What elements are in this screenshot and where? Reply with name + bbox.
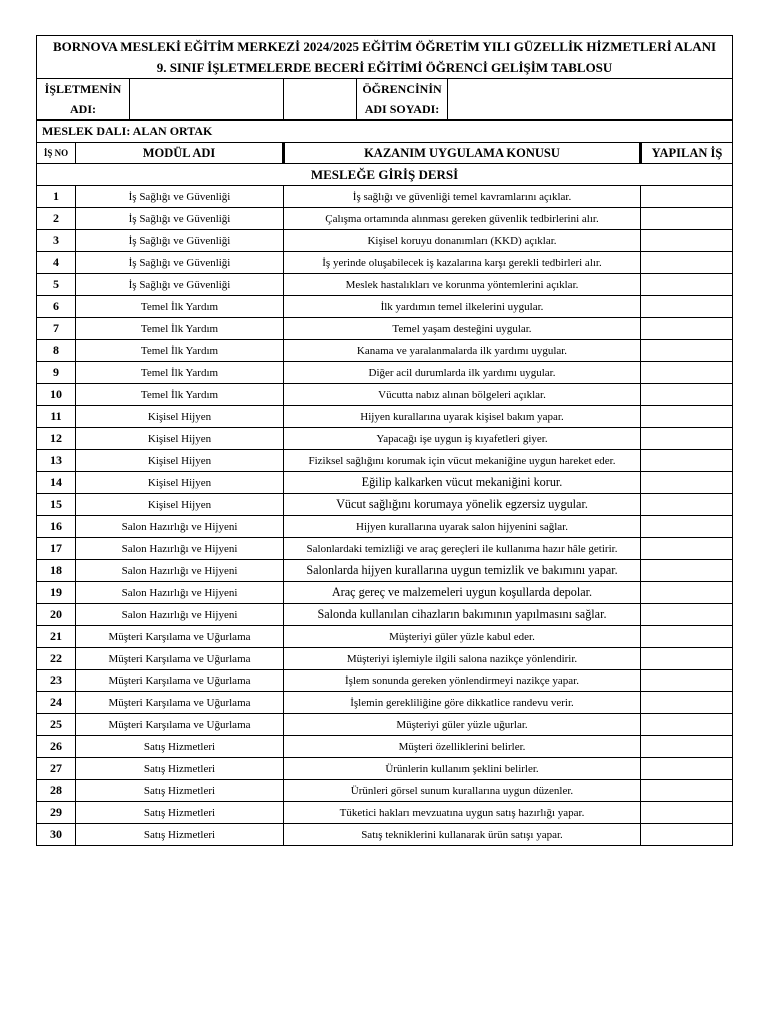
table-row xyxy=(37,296,733,318)
header-module: MODÜL ADI xyxy=(76,143,284,164)
student-name-input[interactable] xyxy=(448,79,732,119)
row-number: 28 xyxy=(37,780,76,802)
row-done-cell[interactable] xyxy=(641,758,733,780)
row-outcome: Meslek hastalıkları ve korunma yöntemlerini açıklar. xyxy=(284,274,641,296)
row-outcome: Salonlarda hijyen kurallarına uygun temizlik ve bakımını yapar. xyxy=(284,560,641,582)
table-row xyxy=(37,252,733,274)
row-number: 18 xyxy=(37,560,76,582)
row-done-cell[interactable] xyxy=(641,648,733,670)
student-label xyxy=(356,79,448,119)
row-module: Müşteri Karşılama ve Uğurlama xyxy=(76,670,284,692)
row-outcome: İlk yardımın temel ilkelerini uygular. xyxy=(284,296,641,318)
row-outcome: Salonda kullanılan cihazların bakımının yapılmasını sağlar. xyxy=(284,604,641,626)
row-number: 20 xyxy=(37,604,76,626)
row-outcome: Müşteriyi güler yüzle uğurlar. xyxy=(284,714,641,736)
row-number: 2 xyxy=(37,208,76,230)
row-number: 4 xyxy=(37,252,76,274)
row-outcome: İşlemin gerekliliğine göre dikkatlice randevu verir. xyxy=(284,692,641,714)
row-done-cell[interactable] xyxy=(641,780,733,802)
row-module: Temel İlk Yardım xyxy=(76,340,284,362)
student-spacer xyxy=(284,79,356,119)
row-module: İş Sağlığı ve Güvenliği xyxy=(76,208,284,230)
header-outcome: KAZANIM UYGULAMA KONUSU xyxy=(284,143,641,164)
row-done-cell[interactable] xyxy=(641,714,733,736)
table-row xyxy=(37,274,733,296)
row-number: 12 xyxy=(37,428,76,450)
table-row xyxy=(37,648,733,670)
table-row xyxy=(37,428,733,450)
row-outcome: Müşteriyi işlemiyle ilgili salona nazikçe yönlendirir. xyxy=(284,648,641,670)
table-row xyxy=(37,780,733,802)
table-row xyxy=(37,318,733,340)
table-row xyxy=(37,560,733,582)
row-outcome: Vücutta nabız alınan bölgeleri açıklar. xyxy=(284,384,641,406)
row-outcome: Müşteri özelliklerini belirler. xyxy=(284,736,641,758)
row-outcome: Vücut sağlığını korumaya yönelik egzersiz uygular. xyxy=(284,494,641,516)
row-number: 5 xyxy=(37,274,76,296)
row-done-cell[interactable] xyxy=(641,604,733,626)
row-module: İş Sağlığı ve Güvenliği xyxy=(76,274,284,296)
row-outcome: Eğilip kalkarken vücut mekaniğini korur. xyxy=(284,472,641,494)
student-label-line1: ÖĞRENCİNİN xyxy=(362,82,442,96)
row-done-cell[interactable] xyxy=(641,406,733,428)
row-number: 26 xyxy=(37,736,76,758)
business-label xyxy=(37,79,130,119)
table-row xyxy=(37,494,733,516)
row-module: Satış Hizmetleri xyxy=(76,802,284,824)
table-row xyxy=(37,714,733,736)
row-number: 15 xyxy=(37,494,76,516)
student-field xyxy=(284,79,733,121)
row-number: 6 xyxy=(37,296,76,318)
row-number: 19 xyxy=(37,582,76,604)
row-number: 17 xyxy=(37,538,76,560)
row-module: Satış Hizmetleri xyxy=(76,758,284,780)
row-module: İş Sağlığı ve Güvenliği xyxy=(76,186,284,208)
business-label-line2: ADI: xyxy=(70,102,96,116)
row-module: Kişisel Hijyen xyxy=(76,428,284,450)
development-sheet xyxy=(36,35,732,846)
row-number: 10 xyxy=(37,384,76,406)
row-module: Temel İlk Yardım xyxy=(76,318,284,340)
row-number: 16 xyxy=(37,516,76,538)
table-row xyxy=(37,758,733,780)
student-label-line2: ADI SOYADI: xyxy=(364,102,440,116)
row-outcome: Kişisel koruyu donanımları (KKD) açıklar. xyxy=(284,230,641,252)
row-done-cell[interactable] xyxy=(641,208,733,230)
row-done-cell[interactable] xyxy=(641,626,733,648)
business-field xyxy=(37,79,284,121)
row-module: Müşteri Karşılama ve Uğurlama xyxy=(76,714,284,736)
row-outcome: Hijyen kurallarına uyarak salon hijyenini sağlar. xyxy=(284,516,641,538)
row-module: Salon Hazırlığı ve Hijyeni xyxy=(76,582,284,604)
row-done-cell[interactable] xyxy=(641,274,733,296)
row-outcome: Araç gereç ve malzemeleri uygun koşullarda depolar. xyxy=(284,582,641,604)
row-done-cell[interactable] xyxy=(641,692,733,714)
table-title: 9. SINIF İŞLETMELERDE BECERİ EĞİTİMİ ÖĞRENCİ GELİŞİM TABLOSU xyxy=(37,57,733,79)
row-module: Salon Hazırlığı ve Hijyeni xyxy=(76,560,284,582)
row-done-cell[interactable] xyxy=(641,230,733,252)
row-number: 21 xyxy=(37,626,76,648)
row-module: Temel İlk Yardım xyxy=(76,362,284,384)
table-row xyxy=(37,582,733,604)
business-name-input[interactable] xyxy=(130,79,283,119)
table-row xyxy=(37,450,733,472)
row-done-cell[interactable] xyxy=(641,384,733,406)
table-row xyxy=(37,604,733,626)
row-number: 3 xyxy=(37,230,76,252)
table-row xyxy=(37,384,733,406)
row-number: 30 xyxy=(37,824,76,846)
row-module: Müşteri Karşılama ve Uğurlama xyxy=(76,692,284,714)
row-done-cell[interactable] xyxy=(641,340,733,362)
row-module: Satış Hizmetleri xyxy=(76,824,284,846)
row-module: Salon Hazırlığı ve Hijyeni xyxy=(76,516,284,538)
table-row xyxy=(37,516,733,538)
table-row xyxy=(37,692,733,714)
row-number: 23 xyxy=(37,670,76,692)
row-number: 7 xyxy=(37,318,76,340)
row-module: Müşteri Karşılama ve Uğurlama xyxy=(76,626,284,648)
row-outcome: Diğer acil durumlarda ilk yardımı uygular. xyxy=(284,362,641,384)
row-done-cell[interactable] xyxy=(641,494,733,516)
row-outcome: İş sağlığı ve güvenliği temel kavramlarını açıklar. xyxy=(284,186,641,208)
row-module: Müşteri Karşılama ve Uğurlama xyxy=(76,648,284,670)
row-module: İş Sağlığı ve Güvenliği xyxy=(76,230,284,252)
row-module: İş Sağlığı ve Güvenliği xyxy=(76,252,284,274)
row-done-cell[interactable] xyxy=(641,252,733,274)
row-module: Satış Hizmetleri xyxy=(76,736,284,758)
row-module: Temel İlk Yardım xyxy=(76,384,284,406)
row-outcome: Temel yaşam desteğini uygular. xyxy=(284,318,641,340)
row-done-cell[interactable] xyxy=(641,296,733,318)
row-done-cell[interactable] xyxy=(641,538,733,560)
row-outcome: Fiziksel sağlığını korumak için vücut mekaniğine uygun hareket eder. xyxy=(284,450,641,472)
table-row xyxy=(37,186,733,208)
row-outcome: İşlem sonunda gereken yönlendirmeyi nazikçe yapar. xyxy=(284,670,641,692)
table-row xyxy=(37,538,733,560)
table-row xyxy=(37,230,733,252)
row-outcome: Salonlardaki temizliği ve araç gereçleri ile kullanıma hazır hâle getirir. xyxy=(284,538,641,560)
row-outcome: Kanama ve yaralanmalarda ilk yardımı uygular. xyxy=(284,340,641,362)
row-module: Temel İlk Yardım xyxy=(76,296,284,318)
row-done-cell[interactable] xyxy=(641,824,733,846)
table-row xyxy=(37,736,733,758)
school-title: BORNOVA MESLEKİ EĞİTİM MERKEZİ 2024/2025 EĞİTİM ÖĞRETİM YILI GÜZELLİK HİZMETLERİ ALANI xyxy=(37,36,733,58)
header-no: İŞ NO xyxy=(37,143,76,164)
row-number: 9 xyxy=(37,362,76,384)
row-done-cell[interactable] xyxy=(641,318,733,340)
row-outcome: Çalışma ortamında alınması gereken güvenlik tedbirlerini alır. xyxy=(284,208,641,230)
branch-label: MESLEK DALI: ALAN ORTAK xyxy=(37,120,733,143)
business-label-line1: İŞLETMENİN xyxy=(44,82,122,96)
row-outcome: Müşteriyi güler yüzle kabul eder. xyxy=(284,626,641,648)
row-done-cell[interactable] xyxy=(641,428,733,450)
table-row xyxy=(37,362,733,384)
row-module: Salon Hazırlığı ve Hijyeni xyxy=(76,538,284,560)
row-outcome: Satış tekniklerini kullanarak ürün satışı yapar. xyxy=(284,824,641,846)
row-number: 29 xyxy=(37,802,76,824)
row-number: 13 xyxy=(37,450,76,472)
row-module: Salon Hazırlığı ve Hijyeni xyxy=(76,604,284,626)
row-module: Kişisel Hijyen xyxy=(76,472,284,494)
row-done-cell[interactable] xyxy=(641,450,733,472)
row-number: 24 xyxy=(37,692,76,714)
row-number: 14 xyxy=(37,472,76,494)
row-done-cell[interactable] xyxy=(641,582,733,604)
table-row xyxy=(37,208,733,230)
table-row xyxy=(37,802,733,824)
row-outcome: Ürünleri görsel sunum kurallarına uygun düzenler. xyxy=(284,780,641,802)
row-outcome: Yapacağı işe uygun iş kıyafetleri giyer. xyxy=(284,428,641,450)
row-done-cell[interactable] xyxy=(641,362,733,384)
table-row xyxy=(37,670,733,692)
table-row xyxy=(37,340,733,362)
row-number: 1 xyxy=(37,186,76,208)
row-outcome: Ürünlerin kullanım şeklini belirler. xyxy=(284,758,641,780)
row-done-cell[interactable] xyxy=(641,186,733,208)
header-done: YAPILAN İŞ xyxy=(641,143,733,164)
row-done-cell[interactable] xyxy=(641,802,733,824)
row-number: 8 xyxy=(37,340,76,362)
row-module: Kişisel Hijyen xyxy=(76,406,284,428)
row-number: 25 xyxy=(37,714,76,736)
row-done-cell[interactable] xyxy=(641,736,733,758)
row-outcome: Hijyen kurallarına uyarak kişisel bakım yapar. xyxy=(284,406,641,428)
section-title: MESLEĞE GİRİŞ DERSİ xyxy=(37,164,733,186)
row-number: 11 xyxy=(37,406,76,428)
row-module: Satış Hizmetleri xyxy=(76,780,284,802)
table-row xyxy=(37,406,733,428)
row-number: 22 xyxy=(37,648,76,670)
row-outcome: Tüketici hakları mevzuatına uygun satış hazırlığı yapar. xyxy=(284,802,641,824)
development-table xyxy=(36,35,733,846)
row-number: 27 xyxy=(37,758,76,780)
table-row xyxy=(37,626,733,648)
table-row xyxy=(37,824,733,846)
row-done-cell[interactable] xyxy=(641,472,733,494)
row-outcome: İş yerinde oluşabilecek iş kazalarına karşı gerekli tedbirleri alır. xyxy=(284,252,641,274)
table-row xyxy=(37,472,733,494)
row-done-cell[interactable] xyxy=(641,560,733,582)
row-module: Kişisel Hijyen xyxy=(76,494,284,516)
row-done-cell[interactable] xyxy=(641,670,733,692)
row-done-cell[interactable] xyxy=(641,516,733,538)
row-module: Kişisel Hijyen xyxy=(76,450,284,472)
